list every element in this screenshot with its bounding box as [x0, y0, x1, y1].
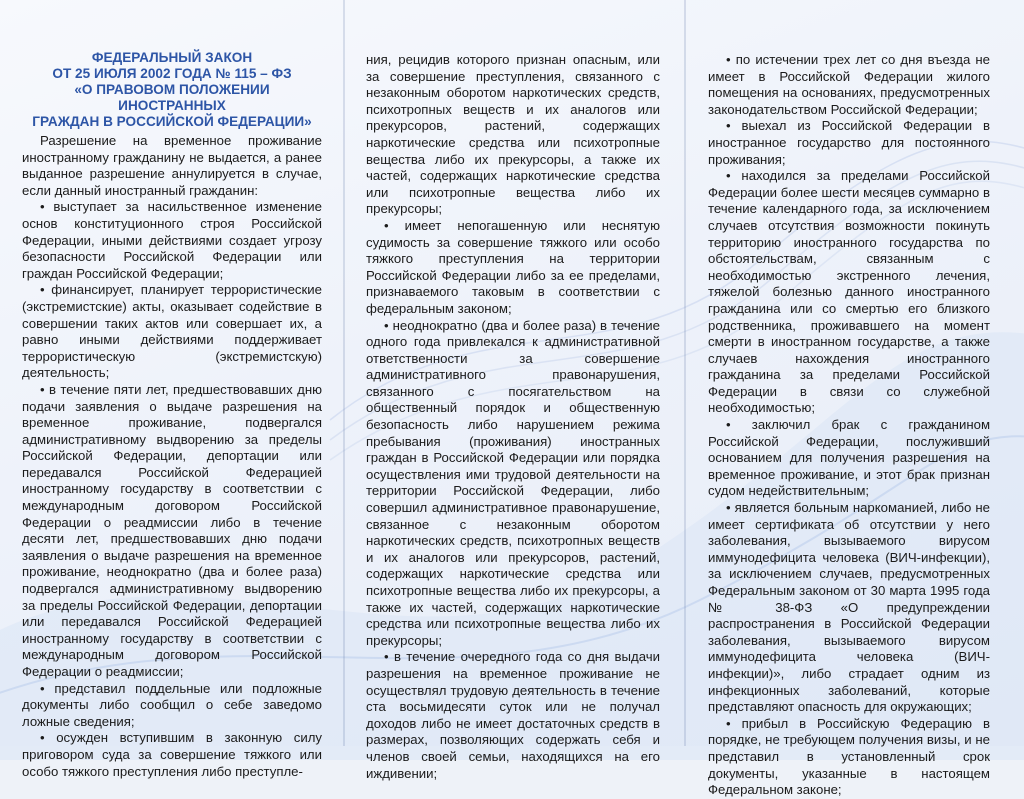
list-item: • имеет непогашенную или неснятую судимость за совершение тяжкого или особо тяжкого преступления на территории Российской Федерации либо за ее пределами, признаваемого таковым в соответствии с федеральным законом; [366, 218, 660, 318]
list-item: • финансирует, планирует террористические (экстремистские) акты, оказывает содействие в совершении таких актов или совершает их, а равно иными действиями поддерживает террористическую (экстремистскую) деятельность; [22, 282, 322, 382]
list-item: • неоднократно (два и более раза) в течение одного года привлекался к административной ответственности за совершение административного правонарушения, связанного с посягательством на общественный порядок и общественную безопасность либо нарушением режима пребывания (проживания) иностранных граждан в Российской Федерации или порядка осуществления ими трудовой деятельности на территории Российской Федерации, либо совершил административное правонарушение, связанное с незаконным оборотом наркотических средств, психотропных веществ и их аналогов или прекурсоров, растений, содержащих наркотические средства или психотропные вещества либо их прекурсоры, а также их частей, содержащих наркотические средства или психотропные вещества либо их прекурсоры; [366, 318, 660, 650]
list-item-continuation: ния, рецидив которого признан опасным, или за совершение преступления, связанного с незаконным оборотом наркотических средств, психотропных веществ и их аналогов или прекурсоров, растений, содержащих наркотические средства или психотропные вещества либо их прекурсоры, а также их частей, содержащих наркотические средства или психотропные вещества либо их прекурсоры; [366, 52, 660, 217]
list-item: • выступает за насильственное изменение основ конституционного строя Российской Федерации, иными действиями создает угрозу безопасности Российской Федерации или граждан Российской Федерации; [22, 199, 322, 282]
intro-paragraph: Разрешение на временное проживание иностранному гражданину не выдается, а ранее выданное разрешение аннулируется в случае, если данный иностранный гражданин: [22, 133, 322, 198]
fold-line [684, 0, 686, 746]
column-middle [366, 52, 660, 782]
column-right [708, 52, 990, 799]
list-item: • находился за пределами Российской Федерации более шести месяцев суммарно в течение календарного года, за исключением случаев отсутствия возможности покинуть территорию иностранного государства по обстоятельствам, связанным с необходимостью экстренного лечения, тяжелой болезнью данного иностранного гражданина или со смертью его близкого родственника, проживавшего на момент смерти в иностранном государстве, а также случаев нахождения иностранного гражданина за пределами Российской Федерации в связи со служебной необходимостью; [708, 168, 990, 417]
list-item: • является больным наркоманией, либо не имеет сертификата об отсутствии у него заболевания, вызываемого вирусом иммунодефицита человека (ВИЧ-инфекции), за исключением случаев, предусмотренных Федеральным законом от 30 марта 1995 года № 38-ФЗ «О предупреждении распространения в Российской Федерации заболевания, вызываемого вирусом иммунодефицита человека (ВИЧ-инфекции)», либо страдает одним из инфекционных заболеваний, которые представляют опасность для окружающих; [708, 500, 990, 716]
list-item: • заключил брак с гражданином Российской Федерации, послуживший основанием для получения разрешения на временное проживание, и этот брак признан судом недействительным; [708, 417, 990, 500]
law-title-line: «О ПРАВОВОМ ПОЛОЖЕНИИ ИНОСТРАННЫХ [74, 82, 270, 113]
list-item: • прибыл в Российскую Федерацию в порядке, не требующем получения визы, и не представил в установленный срок документы, указанные в настоящем Федеральном законе; [708, 716, 990, 799]
law-title-line: ГРАЖДАН В РОССИЙСКОЙ ФЕДЕРАЦИИ» [32, 114, 312, 129]
law-title-line: ОТ 25 ИЮЛЯ 2002 ГОДА № 115 – ФЗ [52, 66, 292, 81]
list-item: • в течение пяти лет, предшествовавших дню подачи заявления о выдаче разрешения на временное проживание, подвергался административному выдворению за пределы Российской Федерации, депортации или передавался Российской Федерацией иностранному государству в соответствии с международным договором Российской Федерации о реадмиссии либо в течение десяти лет, предшествовавших дню подачи заявления о выдаче разрешения на временное проживание, неоднократно (два и более раза) подвергался административному выдворению за пределы Российской Федерации, депортации или передавался Российской Федерацией иностранному государству в соответствии с международным договором Российской Федерации о реадмиссии; [22, 382, 322, 681]
list-item: • по истечении трех лет со дня въезда не имеет в Российской Федерации жилого помещения на основаниях, предусмотренных законодательством Российской Федерации; [708, 52, 990, 118]
column-left [22, 50, 322, 780]
list-item: • выехал из Российской Федерации в иностранное государство для постоянного проживания; [708, 118, 990, 168]
fold-line [343, 0, 345, 746]
law-title-line: ФЕДЕРАЛЬНЫЙ ЗАКОН [91, 50, 253, 65]
list-item: • представил поддельные или подложные документы либо сообщил о себе заведомо ложные сведения; [22, 681, 322, 731]
list-item: • осужден вступившим в законную силу приговором суда за совершение тяжкого или особо тяжкого преступления либо преступле- [22, 730, 322, 780]
list-item: • в течение очередного года со дня выдачи разрешения на временное проживание не осуществлял трудовую деятельность в течение ста восьмидесяти суток или не получал доходов либо не имеет достаточных средств в размерах, позволяющих содержать себя и членов своей семьи, находящихся на его иждивении; [366, 649, 660, 782]
law-title [22, 50, 322, 130]
